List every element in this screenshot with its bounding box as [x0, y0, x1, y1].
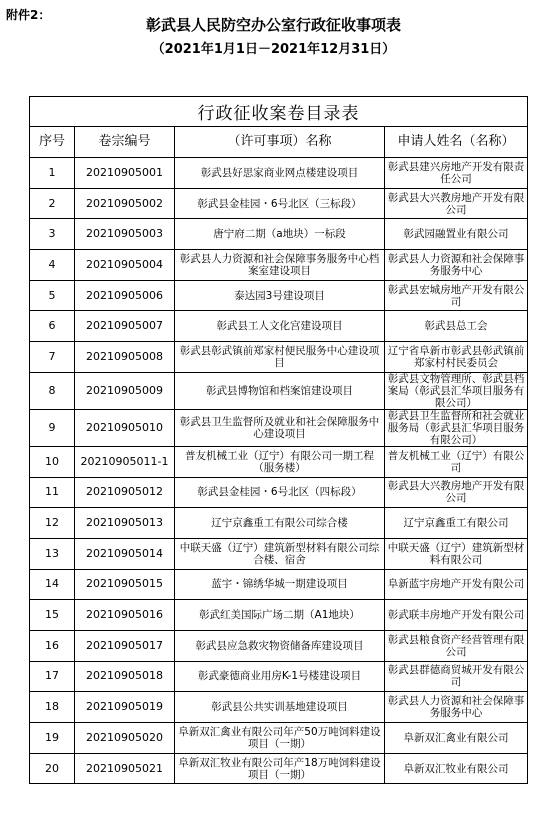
row-number-cell: 16: [30, 630, 75, 661]
item-name-cell: 阜新双汇牧业有限公司年产18万吨饲料建设项目（一期）: [175, 753, 385, 784]
table-row: [30, 538, 528, 569]
file-code-cell: 20210905015: [75, 569, 175, 600]
item-name-cell: 唐宁府二期（a地块）一标段: [175, 219, 385, 250]
applicant-cell: 阜新双汇牧业有限公司: [385, 753, 528, 784]
table-row: [30, 753, 528, 784]
row-number-cell: 9: [30, 409, 75, 446]
row-number-cell: 4: [30, 250, 75, 281]
table-row: [30, 311, 528, 342]
item-name-cell: 中联天盛（辽宁）建筑新型材料有限公司综合楼、宿舍: [175, 538, 385, 569]
row-number-cell: 10: [30, 446, 75, 477]
file-code-cell: 20210905004: [75, 250, 175, 281]
item-name-cell: 彰武县卫生监督所及就业和社会保障服务中心建设项目: [175, 409, 385, 446]
row-number-cell: 12: [30, 508, 75, 539]
file-code-cell: 20210905014: [75, 538, 175, 569]
applicant-cell: 彰武县卫生监督所和社会就业服务局（彰武县汇华项目服务有限公司）: [385, 409, 528, 446]
applicant-cell: 彰武县文物管理所、彰武县档案局（彰武县汇华项目服务有限公司）: [385, 372, 528, 409]
applicant-cell: 彰武园融置业有限公司: [385, 219, 528, 250]
file-code-cell: 20210905011-1: [75, 446, 175, 477]
column-header-item-name: （许可事项）名称: [175, 127, 385, 158]
table-caption: 行政征收案卷目录表: [30, 97, 528, 127]
applicant-cell: 彰武县群德商贸城开发有限公司: [385, 661, 528, 692]
file-code-cell: 20210905008: [75, 342, 175, 373]
column-header-applicant: 申请人姓名（名称）: [385, 127, 528, 158]
file-code-cell: 20210905006: [75, 280, 175, 311]
file-code-cell: 20210905019: [75, 692, 175, 723]
file-code-cell: 20210905021: [75, 753, 175, 784]
table-row: [30, 569, 528, 600]
document-date-range: （2021年1月1日－2021年12月31日）: [151, 42, 396, 57]
row-number-cell: 3: [30, 219, 75, 250]
table-row: [30, 280, 528, 311]
file-code-cell: 20210905002: [75, 188, 175, 219]
row-number-cell: 18: [30, 692, 75, 723]
collection-catalog-table: [29, 96, 528, 784]
table-row: [30, 661, 528, 692]
file-code-cell: 20210905020: [75, 723, 175, 754]
row-number-cell: 2: [30, 188, 75, 219]
table-row: [30, 600, 528, 631]
row-number-cell: 15: [30, 600, 75, 631]
applicant-cell: 阜新蓝宇房地产开发有限公司: [385, 569, 528, 600]
item-name-cell: 彰武县彰武镇前郑家村便民服务中心建设项目: [175, 342, 385, 373]
applicant-cell: 彰武县宏城房地产开发有限公司: [385, 280, 528, 311]
table-row: [30, 409, 528, 446]
table-row: [30, 508, 528, 539]
applicant-cell: 彰武县大兴教房地产开发有限公司: [385, 188, 528, 219]
row-number-cell: 19: [30, 723, 75, 754]
table-row: [30, 723, 528, 754]
item-name-cell: 彰武县好思家商业网点楼建设项目: [175, 158, 385, 189]
file-code-cell: 20210905010: [75, 409, 175, 446]
applicant-cell: 彰武县总工会: [385, 311, 528, 342]
row-number-cell: 5: [30, 280, 75, 311]
applicant-cell: 中联天盛（辽宁）建筑新型材料有限公司: [385, 538, 528, 569]
item-name-cell: 泰达园3号建设项目: [175, 280, 385, 311]
applicant-cell: 彰武县大兴教房地产开发有限公司: [385, 477, 528, 508]
item-name-cell: 彰武红美国际广场二期（A1地块）: [175, 600, 385, 631]
row-number-cell: 1: [30, 158, 75, 189]
file-code-cell: 20210905017: [75, 630, 175, 661]
file-code-cell: 20210905003: [75, 219, 175, 250]
file-code-cell: 20210905012: [75, 477, 175, 508]
table-row: [30, 250, 528, 281]
item-name-cell: 彰武县博物馆和档案馆建设项目: [175, 372, 385, 409]
item-name-cell: 阜新双汇禽业有限公司年产50万吨饲料建设项目（一期）: [175, 723, 385, 754]
row-number-cell: 14: [30, 569, 75, 600]
applicant-cell: 彰武县人力资源和社会保障事务服务中心: [385, 692, 528, 723]
table-row: [30, 188, 528, 219]
applicant-cell: 辽宁京鑫重工有限公司: [385, 508, 528, 539]
item-name-cell: 彰武县人力资源和社会保障事务服务中心档案室建设项目: [175, 250, 385, 281]
applicant-cell: 辽宁省阜新市彰武县彰武镇前郑家村村民委员会: [385, 342, 528, 373]
table-row: [30, 372, 528, 409]
table-row: [30, 342, 528, 373]
row-number-cell: 11: [30, 477, 75, 508]
table-row: [30, 692, 528, 723]
applicant-cell: 彰武联丰房地产开发有限公司: [385, 600, 528, 631]
table-row: [30, 219, 528, 250]
attachment-label: 附件2：: [6, 8, 51, 22]
file-code-cell: 20210905018: [75, 661, 175, 692]
item-name-cell: 彰武县金桂园・6号北区（三标段）: [175, 188, 385, 219]
row-number-cell: 7: [30, 342, 75, 373]
item-name-cell: 彰武县工人文化宫建设项目: [175, 311, 385, 342]
file-code-cell: 20210905016: [75, 600, 175, 631]
table-row: [30, 158, 528, 189]
applicant-cell: 普友机械工业（辽宁）有限公司: [385, 446, 528, 477]
document-title: 彰武县人民防空办公室行政征收事项表: [145, 16, 401, 34]
item-name-cell: 彰武县应急救灾物资储备库建设项目: [175, 630, 385, 661]
row-number-cell: 13: [30, 538, 75, 569]
applicant-cell: 彰武县建兴房地产开发有限责任公司: [385, 158, 528, 189]
table-row: [30, 477, 528, 508]
row-number-cell: 8: [30, 372, 75, 409]
applicant-cell: 彰武县粮食资产经营管理有限公司: [385, 630, 528, 661]
row-number-cell: 17: [30, 661, 75, 692]
applicant-cell: 彰武县人力资源和社会保障事务服务中心: [385, 250, 528, 281]
item-name-cell: 普友机械工业（辽宁）有限公司一期工程（服务楼）: [175, 446, 385, 477]
item-name-cell: 蓝宇・锦绣华城一期建设项目: [175, 569, 385, 600]
item-name-cell: 彰武豪德商业用房K-1号楼建设项目: [175, 661, 385, 692]
file-code-cell: 20210905009: [75, 372, 175, 409]
file-code-cell: 20210905013: [75, 508, 175, 539]
item-name-cell: 彰武县金桂园・6号北区（四标段）: [175, 477, 385, 508]
column-header-file-code: 卷宗编号: [75, 127, 175, 158]
file-code-cell: 20210905001: [75, 158, 175, 189]
table-row: [30, 630, 528, 661]
table-row: [30, 446, 528, 477]
row-number-cell: 6: [30, 311, 75, 342]
applicant-cell: 阜新双汇禽业有限公司: [385, 723, 528, 754]
row-number-cell: 20: [30, 753, 75, 784]
file-code-cell: 20210905007: [75, 311, 175, 342]
item-name-cell: 辽宁京鑫重工有限公司综合楼: [175, 508, 385, 539]
item-name-cell: 彰武县公共实训基地建设项目: [175, 692, 385, 723]
column-header-number: 序号: [30, 127, 75, 158]
